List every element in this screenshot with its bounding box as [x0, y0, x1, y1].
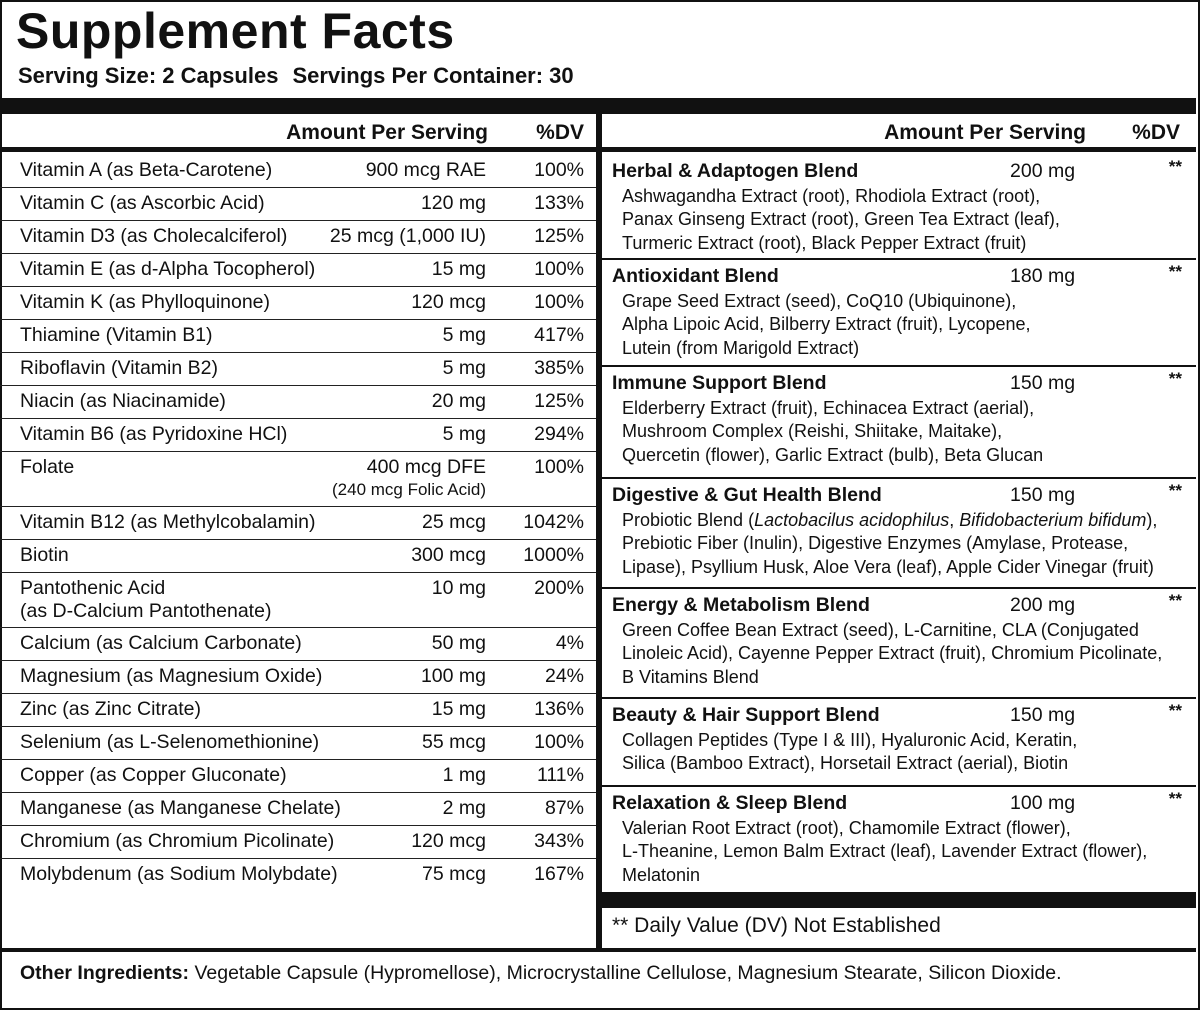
nutrient-dv: 125%: [534, 390, 584, 412]
nutrient-name: Vitamin B12 (as Methylcobalamin): [20, 511, 316, 533]
nutrient-dv: 100%: [534, 291, 584, 313]
ingredient-line: L-Theanine, Lemon Balm Extract (leaf), Lavender Extract (flower),: [622, 841, 1148, 862]
nutrient-row: [0, 188, 596, 221]
blend-block: [602, 589, 1196, 699]
serving-info: [18, 62, 574, 90]
ingredient-line: Lipase), Psyllium Husk, Aloe Vera (leaf), Apple Cider Vinegar (fruit): [622, 556, 1154, 577]
top-divider-bar: [0, 98, 1196, 114]
nutrient-name: Molybdenum (as Sodium Molybdate): [20, 863, 338, 885]
nutrient-dv: 100%: [534, 258, 584, 280]
nutrient-row: [0, 628, 596, 661]
blend-ingredients: [622, 397, 1182, 467]
nutrient-amount: 75 mcg: [422, 863, 486, 885]
blend-block: [602, 260, 1196, 367]
footnote-divider-bar: [602, 892, 1196, 908]
ingredient-line: Melatonin: [622, 864, 701, 885]
right-column-header: [602, 114, 1196, 152]
nutrient-name: Selenium (as L-Selenomethionine): [20, 731, 320, 753]
left-dv-header: %DV: [536, 121, 584, 144]
ingredient-line: Valerian Root Extract (root), Chamomile Extract (flower),: [622, 818, 1071, 838]
blend-name: Digestive & Gut Health Blend: [612, 484, 882, 506]
nutrient-row: [0, 452, 596, 507]
ingredient-line: Green Coffee Bean Extract (seed), L-Carnitine, CLA (Conjugated: [622, 620, 1139, 640]
blend-block: [602, 699, 1196, 787]
nutrient-row: [0, 859, 596, 892]
nutrient-row: [0, 419, 596, 452]
blend-table: [602, 155, 1196, 885]
nutrient-row: [0, 727, 596, 760]
blend-name: Beauty & Hair Support Blend: [612, 704, 880, 726]
nutrient-amount: 120 mg: [420, 192, 486, 214]
ingredient-line: Probiotic Blend (Lactobacilus acidophilus, Bifidobacterium bifidum),: [622, 510, 1158, 530]
nutrient-name: Zinc (as Zinc Citrate): [20, 698, 201, 720]
nutrient-dv: 1000%: [523, 544, 584, 566]
nutrient-row: [0, 760, 596, 793]
other-ingredients-text: Vegetable Capsule (Hypromellose), Microcrystalline Cellulose, Magnesium Stearate, Silicon Dioxide.: [189, 962, 1062, 984]
nutrient-row: [0, 573, 596, 628]
nutrient-row: [0, 254, 596, 287]
blend-name: Immune Support Blend: [612, 372, 827, 394]
nutrient-amount: 100 mg: [420, 665, 486, 687]
nutrient-amount: 120 mcg: [411, 830, 486, 852]
nutrient-amount: 25 mcg (1,000 IU): [329, 225, 486, 247]
blend-dv: **: [1168, 591, 1182, 610]
ingredient-line: Panax Ginseng Extract (root), Green Tea Extract (leaf),: [622, 209, 1060, 230]
nutrient-name: Niacin (as Niacinamide): [20, 390, 226, 412]
nutrient-amount: 300 mcg: [411, 544, 486, 566]
nutrient-dv: 133%: [534, 192, 584, 214]
nutrient-name: Vitamin D3 (as Cholecalciferol): [20, 225, 288, 247]
nutrient-dv: 100%: [534, 159, 584, 181]
ingredient-line: Lutein (from Marigold Extract): [622, 337, 860, 358]
nutrient-amount: 5 mg: [442, 357, 486, 379]
blend-block: [602, 787, 1196, 885]
right-dv-header: %DV: [1132, 121, 1180, 144]
blend-ingredients: [622, 729, 1182, 776]
blend-ingredients: [622, 817, 1182, 887]
nutrient-amount: 120 mcg: [411, 291, 486, 313]
nutrient-amount: 20 mg: [431, 390, 486, 412]
ingredient-line: Turmeric Extract (root), Black Pepper Extract (fruit): [622, 232, 1027, 253]
nutrient-name: Vitamin K (as Phylloquinone): [20, 291, 271, 313]
blend-ingredients: [622, 619, 1182, 689]
left-amount-header: Amount Per Serving: [286, 121, 488, 144]
nutrient-dv: 111%: [537, 764, 584, 786]
nutrient-dv: 417%: [534, 324, 584, 346]
blend-dv: **: [1168, 789, 1182, 808]
nutrient-amount: 10 mg: [431, 577, 486, 599]
nutrient-dv: 87%: [544, 797, 584, 819]
nutrient-amount: 25 mcg: [422, 511, 486, 533]
nutrient-row: [0, 694, 596, 727]
nutrient-row: [0, 507, 596, 540]
blend-ingredients: [622, 290, 1182, 360]
nutrient-amount: 15 mg: [431, 258, 486, 280]
nutrient-dv: 125%: [534, 225, 584, 247]
ingredient-line: Elderberry Extract (fruit), Echinacea Extract (aerial),: [622, 398, 1035, 418]
ingredient-line: B Vitamins Blend: [622, 666, 759, 687]
nutrient-dv: 200%: [534, 577, 584, 599]
blend-amount: 200 mg: [1010, 594, 1076, 616]
nutrient-name: Pantothenic Acid (as D-Calcium Pantothenate): [20, 577, 272, 622]
nutrient-row: [0, 287, 596, 320]
other-ingredients-label: Other Ingredients:: [20, 962, 190, 984]
nutrient-name: Vitamin C (as Ascorbic Acid): [20, 192, 265, 214]
blend-amount: 150 mg: [1010, 704, 1076, 726]
right-amount-header: Amount Per Serving: [884, 121, 1086, 144]
blend-amount: 150 mg: [1010, 372, 1076, 394]
nutrient-row: [0, 793, 596, 826]
ingredient-line: Mushroom Complex (Reishi, Shiitake, Maitake),: [622, 421, 1003, 442]
blend-ingredients: [622, 509, 1182, 579]
nutrient-row: [0, 320, 596, 353]
nutrient-dv: 294%: [534, 423, 584, 445]
blend-dv: **: [1168, 262, 1182, 281]
nutrient-amount: 50 mg: [431, 632, 486, 654]
nutrient-name: Riboflavin (Vitamin B2): [20, 357, 218, 379]
left-column-header: [0, 114, 596, 152]
nutrient-name: Vitamin A (as Beta-Carotene): [20, 159, 273, 181]
nutrient-dv: 136%: [534, 698, 584, 720]
nutrient-amount: 2 mg: [442, 797, 486, 819]
blend-name: Antioxidant Blend: [612, 265, 779, 287]
nutrient-name: Thiamine (Vitamin B1): [20, 324, 213, 346]
nutrient-amount: 400 mcg DFE (240 mcg Folic Acid): [332, 456, 486, 499]
nutrient-row: [0, 826, 596, 859]
blend-name: Herbal & Adaptogen Blend: [612, 160, 859, 182]
nutrient-name: Copper (as Copper Gluconate): [20, 764, 287, 786]
nutrient-name: Vitamin E (as d-Alpha Tocopherol): [20, 258, 316, 280]
nutrient-row: [0, 540, 596, 573]
blend-dv: **: [1168, 481, 1182, 500]
blend-amount: 180 mg: [1010, 265, 1076, 287]
ingredient-line: Grape Seed Extract (seed), CoQ10 (Ubiquinone),: [622, 291, 1017, 311]
nutrient-row: [0, 661, 596, 694]
nutrient-dv: 343%: [534, 830, 584, 852]
nutrient-row: [0, 221, 596, 254]
nutrient-row: [0, 386, 596, 419]
ingredient-line: Linoleic Acid), Cayenne Pepper Extract (fruit), Chromium Picolinate,: [622, 643, 1163, 664]
nutrient-dv: 24%: [544, 665, 584, 687]
nutrient-name: Magnesium (as Magnesium Oxide): [20, 665, 323, 687]
blend-name: Relaxation & Sleep Blend: [612, 792, 848, 814]
blend-amount: 200 mg: [1010, 160, 1076, 182]
nutrient-row: [0, 353, 596, 386]
blend-dv: **: [1168, 701, 1182, 720]
blend-block: [602, 479, 1196, 589]
nutrient-name: Chromium (as Chromium Picolinate): [20, 830, 335, 852]
blend-amount: 100 mg: [1010, 792, 1076, 814]
blend-dv: **: [1168, 369, 1182, 388]
nutrient-amount: 15 mg: [431, 698, 486, 720]
other-ingredients: [20, 958, 1062, 988]
blend-dv: **: [1168, 157, 1182, 176]
ingredient-line: Quercetin (flower), Garlic Extract (bulb), Beta Glucan: [622, 444, 1044, 465]
ingredient-line: Prebiotic Fiber (Inulin), Digestive Enzymes (Amylase, Protease,: [622, 533, 1129, 554]
nutrient-name: Manganese (as Manganese Chelate): [20, 797, 341, 819]
nutrient-amount: 5 mg: [442, 324, 486, 346]
nutrient-amount: 1 mg: [442, 764, 486, 786]
bottom-divider: [0, 948, 1196, 952]
nutrient-dv: 385%: [534, 357, 584, 379]
nutrient-dv: 1042%: [523, 511, 584, 533]
nutrient-amount: 55 mcg: [422, 731, 486, 753]
nutrient-name: Folate: [20, 456, 75, 478]
ingredient-line: Alpha Lipoic Acid, Bilberry Extract (fruit), Lycopene,: [622, 314, 1031, 335]
nutrient-table: [0, 155, 596, 892]
servings-per-container: Servings Per Container: 30: [292, 63, 574, 88]
blend-amount: 150 mg: [1010, 484, 1076, 506]
nutrient-name: Vitamin B6 (as Pyridoxine HCl): [20, 423, 288, 445]
nutrient-amount: 5 mg: [442, 423, 486, 445]
nutrient-dv: 100%: [534, 731, 584, 753]
dv-footnote: ** Daily Value (DV) Not Established: [612, 914, 941, 937]
nutrient-dv: 167%: [534, 863, 584, 885]
ingredient-line: Collagen Peptides (Type I & III), Hyaluronic Acid, Keratin,: [622, 730, 1078, 750]
serving-size: Serving Size: 2 Capsules: [18, 63, 279, 88]
ingredient-line: Silica (Bamboo Extract), Horsetail Extract (aerial), Biotin: [622, 753, 1069, 774]
blend-block: [602, 367, 1196, 479]
blend-name: Energy & Metabolism Blend: [612, 594, 870, 616]
blend-block: [602, 155, 1196, 260]
nutrient-amount: 900 mcg RAE: [365, 159, 486, 181]
panel-title: Supplement Facts: [16, 3, 455, 59]
nutrient-dv: 4%: [555, 632, 584, 654]
nutrient-row: [0, 155, 596, 188]
ingredient-line: Ashwagandha Extract (root), Rhodiola Extract (root),: [622, 186, 1041, 206]
blend-ingredients: [622, 185, 1182, 255]
nutrient-name: Calcium (as Calcium Carbonate): [20, 632, 302, 654]
nutrient-name: Biotin: [20, 544, 69, 566]
nutrient-dv: 100%: [534, 456, 584, 478]
